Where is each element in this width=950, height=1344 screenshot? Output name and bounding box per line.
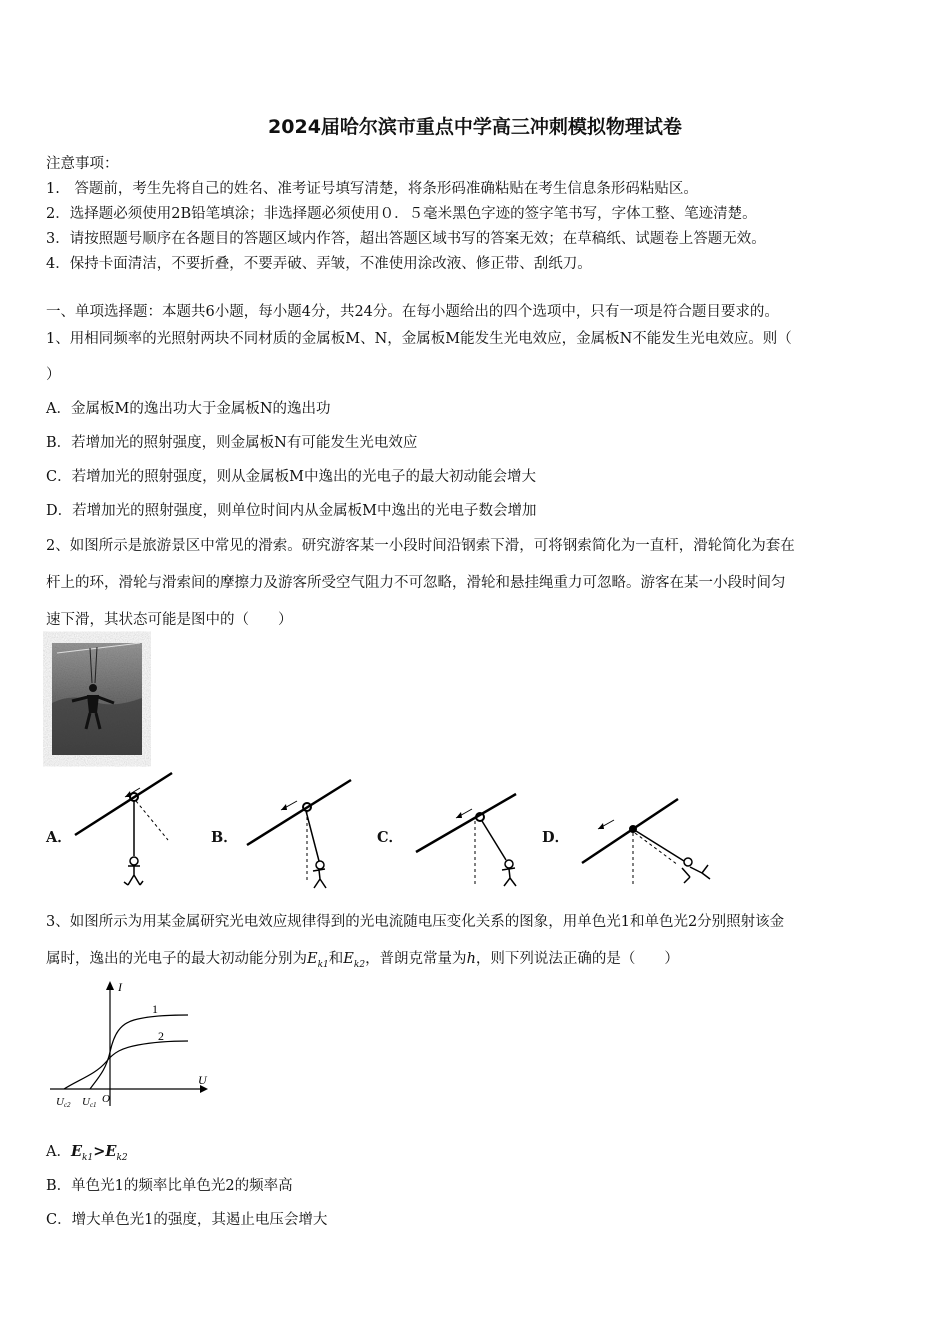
q3-iu-graph	[48, 978, 218, 1113]
q3-option-c: C．增大单色光1的强度，其遏止电压会增大	[46, 1212, 328, 1228]
q2-stem-line-1: 2、如图所示是旅游景区中常见的滑索。研究游客某一小段时间沿钢索下滑，可将钢索简化为一直杆，滑轮简化为套在	[46, 538, 795, 554]
q3-option-a-e1-sub: k1	[82, 1152, 94, 1163]
section-1-heading: 一、单项选择题：本题共6小题，每小题4分，共24分。在每小题给出的四个选项中，只有一项是符合题目要求的。	[46, 304, 779, 320]
q2-option-d-label: D．	[542, 829, 570, 846]
q3-stem-text-c: ，普朗克常量为	[365, 951, 467, 967]
q3-planck-symbol: h	[466, 951, 476, 967]
graph-curve-1-label: 1	[152, 1002, 158, 1016]
q3-option-a-label: A．	[46, 1144, 71, 1160]
q3-ek2-subscript: k2	[353, 959, 366, 970]
q2-diagram-a	[70, 768, 180, 893]
q2-diagram-d	[578, 795, 718, 887]
q3-stem-text-b: 和	[328, 951, 344, 967]
q3-ek1-subscript: k1	[317, 959, 329, 970]
q1-stem-line-2: ）	[46, 367, 61, 383]
notice-item-1: 1. 答题前，考生先将自己的姓名、准考证号填写清楚，将条形码准确粘贴在考生信息条形码粘贴区。	[46, 181, 698, 197]
q1-stem-line-1: 1、用相同频率的光照射两块不同材质的金属板M、N，金属板M能发生光电效应，金属板N不能发生光电效应。则（	[46, 331, 792, 347]
q2-stem-line-3: 速下滑，其状态可能是图中的（ ）	[46, 612, 293, 628]
q3-option-b: B．单色光1的频率比单色光2的频率高	[46, 1178, 293, 1194]
q3-option-a-e1: E	[70, 1143, 83, 1160]
q2-stem-line-2: 杆上的环，滑轮与滑索间的摩擦力及游客所受空气阻力不可忽略，滑轮和悬挂绳重力可忽略。游客在某一小段时间匀	[46, 575, 786, 591]
graph-i-label: I	[118, 980, 122, 994]
q1-option-d: D．若增加光的照射强度，则单位时间内从金属板M中逸出的光电子数会增加	[46, 503, 537, 519]
q3-option-a-e2: E	[105, 1143, 117, 1160]
q3-ek1-symbol: E	[307, 951, 318, 967]
graph-curve-1	[90, 1015, 188, 1089]
q1-option-b: B．若增加光的照射强度，则金属板N有可能发生光电效应	[46, 435, 418, 451]
q2-diagram-b	[243, 775, 358, 895]
q3-ek2-symbol: E	[343, 951, 354, 967]
notice-item-3: 3．请按照题号顺序在各题目的答题区域内作答，超出答题区域书写的答案无效；在草稿纸、试题卷上答题无效。	[46, 231, 766, 247]
q1-option-a: A．金属板M的逸出功大于金属板N的逸出功	[46, 401, 331, 417]
q2-option-b-label: B．	[211, 829, 238, 846]
q3-stem-text-d: ，则下列说法正确的是（ ）	[475, 951, 679, 967]
graph-u-label: U	[198, 1073, 207, 1087]
q1-option-c: C．若增加光的照射强度，则从金属板M中逸出的光电子的最大初动能会增大	[46, 469, 536, 485]
q3-stem-line-2	[46, 947, 679, 970]
zipline-photo	[52, 643, 142, 755]
exam-title: 2024届哈尔滨市重点中学高三冲刺模拟物理试卷	[268, 116, 682, 138]
q3-option-a-gt: >	[93, 1143, 106, 1160]
q2-option-a-label: A．	[46, 829, 72, 846]
graph-uc1-subscript: c1	[89, 1101, 97, 1109]
q3-option-a-e2-sub: k2	[116, 1152, 128, 1163]
graph-curve-2	[64, 1041, 188, 1089]
q3-stem-text-a: 属时，逸出的光电子的最大初动能分别为	[46, 951, 307, 967]
graph-curve-2-label: 2	[158, 1029, 164, 1043]
graph-uc2-subscript: c2	[63, 1101, 71, 1109]
notice-item-4: 4．保持卡面清洁，不要折叠，不要弄破、弄皱，不准使用涂改液、修正带、刮纸刀。	[46, 256, 592, 272]
graph-uc1-label	[82, 1096, 97, 1109]
q2-option-c-label: C．	[377, 829, 404, 846]
graph-uc1-symbol: U	[82, 1096, 90, 1108]
graph-uc2-label	[56, 1096, 71, 1109]
notice-item-2: 2．选择题必须使用2B铅笔填涂；非选择题必须使用０．５毫米黑色字迹的签字笔书写，字体工整、笔迹清楚。	[46, 206, 757, 222]
q3-option-a	[46, 1140, 128, 1163]
graph-uc2-symbol: U	[56, 1096, 64, 1108]
graph-origin-label: O	[102, 1093, 110, 1105]
q2-diagram-c	[412, 790, 522, 890]
notice-heading: 注意事项：	[46, 156, 119, 172]
q3-stem-line-1: 3、如图所示为用某金属研究光电效应规律得到的光电流随电压变化关系的图象，用单色光1和单色光2分别照射该金	[46, 914, 785, 930]
